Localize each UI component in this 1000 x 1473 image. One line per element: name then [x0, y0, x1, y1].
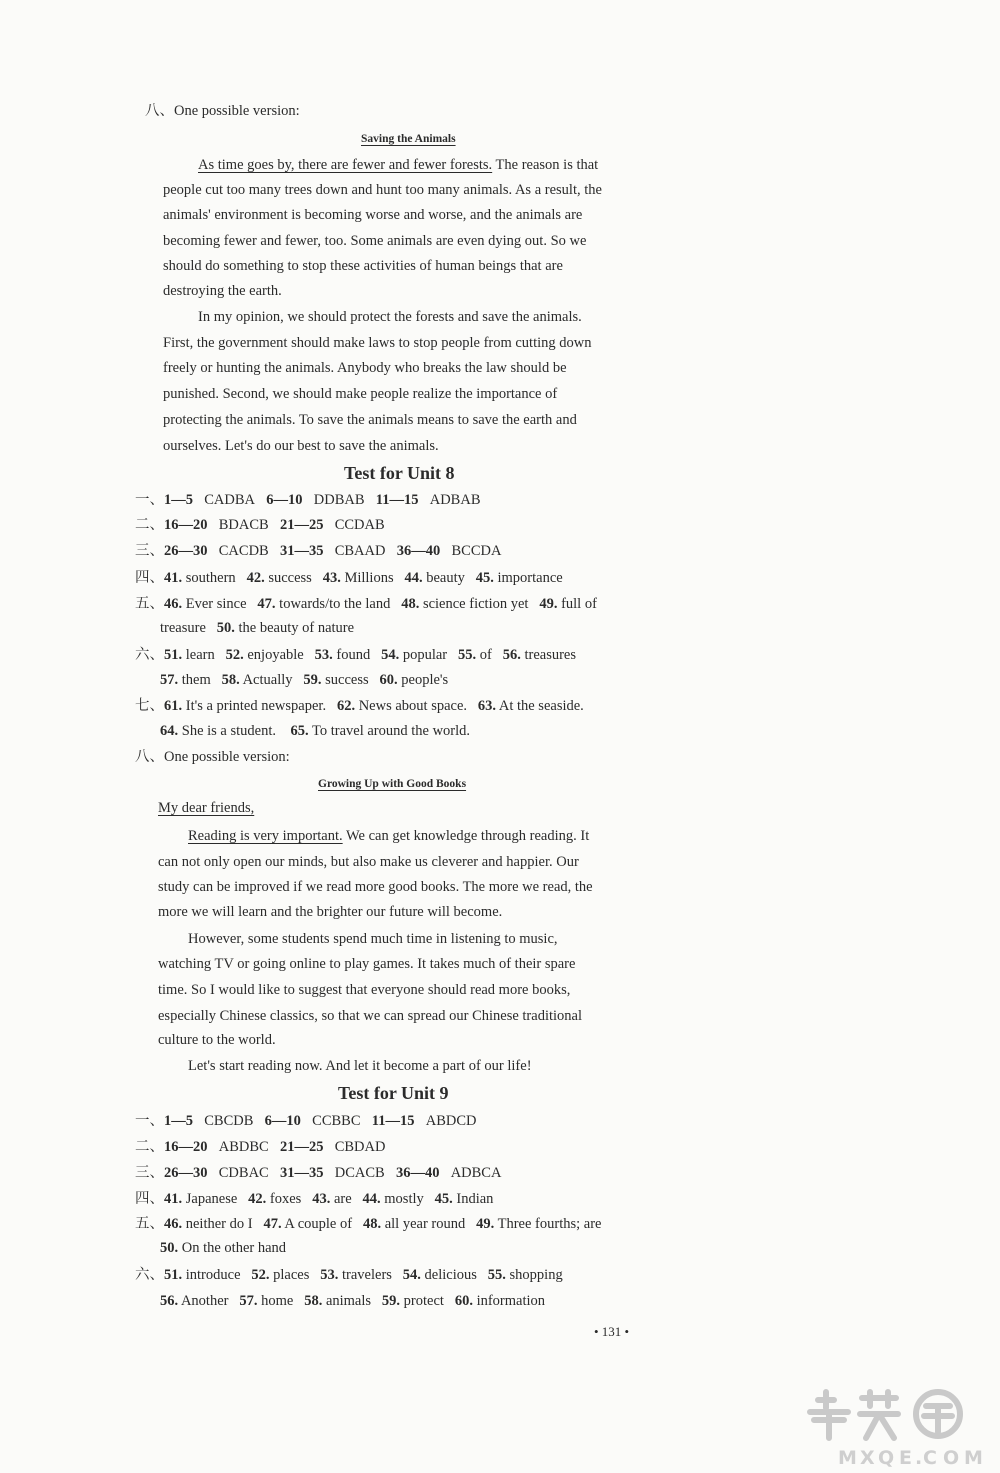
essay-line: punished. Second, we should make people realize the importance of	[163, 386, 558, 402]
answer-row: 四、41. Japanese 42. foxes 43. are 44. mostly 45. Indian	[135, 1191, 494, 1207]
essay-line: can not only open our minds, but also make us cleverer and happier. Our	[158, 854, 579, 870]
svg-text:Q: Q	[878, 1447, 897, 1468]
essay-line: destroying the earth.	[163, 283, 282, 299]
essay-line: more we will learn and the brighter our future will become.	[158, 904, 503, 920]
sentence-rest: The reason is that	[492, 157, 599, 173]
answer-row: 50. On the other hand	[160, 1240, 287, 1256]
essay-title: Growing Up with Good Books	[318, 778, 467, 790]
svg-text:C: C	[923, 1447, 939, 1468]
version-intro: 八、One possible version:	[135, 749, 290, 765]
watermark-logo	[800, 1388, 990, 1468]
svg-text:O: O	[943, 1447, 962, 1468]
essay-line: becoming fewer and fewer, too. Some animals are even dying out. So we	[163, 233, 587, 249]
underlined-sentence: As time goes by, there are fewer and fewer forests.	[198, 157, 493, 173]
essay-line: study can be improved if we read more good books. The more we read, the	[158, 879, 593, 895]
answer-row: treasure 50. the beauty of nature	[160, 620, 355, 636]
essay-line: freely or hunting the animals. Anybody who breaks the law should be	[163, 360, 567, 376]
svg-text:.: .	[915, 1447, 925, 1468]
page-number: • 131 •	[594, 1324, 630, 1339]
answer-row: 三、26—30 CACDB 31—35 CBAAD 36—40 BCCDA	[135, 543, 502, 559]
essay-greeting: My dear friends,	[158, 800, 255, 816]
answer-row: 二、16—20 ABDBC 21—25 CBDAD	[135, 1139, 386, 1155]
essay-line: should do something to stop these activities of human beings that are	[163, 258, 563, 274]
answer-row: 五、46. Ever since 47. towards/to the land 48. science fiction yet 49. full of	[135, 596, 597, 612]
answer-row: 64. She is a student. 65. To travel around the world.	[160, 723, 471, 739]
answer-row: 三、26—30 CDBAC 31—35 DCACB 36—40 ADBCA	[135, 1165, 502, 1181]
answer-row: 六、51. learn 52. enjoyable 53. found 54. popular 55. of 56. treasures	[135, 647, 576, 663]
essay-line: culture to the world.	[158, 1032, 276, 1048]
svg-text:X: X	[860, 1447, 877, 1468]
answer-row: 七、61. It's a printed newspaper. 62. News about space. 63. At the seaside.	[135, 698, 584, 714]
essay-line: especially Chinese classics, so that we can spread our Chinese traditional	[158, 1008, 582, 1024]
essay-title: Saving the Animals	[361, 133, 456, 145]
essay-line: First, the government should make laws to stop people from cutting down	[163, 335, 592, 351]
essay-line: However, some students spend much time in listening to music,	[188, 931, 558, 947]
svg-text:M: M	[964, 1447, 985, 1468]
essay-line: animals' environment is becoming worse and worse, and the animals are	[163, 207, 583, 223]
essay-line: people cut too many trees down and hunt too many animals. As a result, the	[163, 182, 602, 198]
svg-text:E: E	[899, 1447, 914, 1468]
answer-row: 五、46. neither do I 47. A couple of 48. all year round 49. Three fourths; are	[135, 1216, 602, 1232]
essay-line: ourselves. Let's do our best to save the animals.	[163, 438, 439, 454]
sentence-rest: We can get knowledge through reading. It	[342, 828, 590, 844]
answer-row: 一、1—5 CBCDB 6—10 CCBBC 11—15 ABDCD	[135, 1113, 477, 1129]
svg-text:M: M	[838, 1447, 859, 1468]
essay-line: Let's start reading now. And let it become a part of our life!	[188, 1058, 532, 1074]
essay-line: time. So I would like to suggest that everyone should read more books,	[158, 982, 571, 998]
unit8-heading: Test for Unit 8	[344, 463, 455, 483]
answer-row: 57. them 58. Actually 59. success 60. people's	[160, 672, 449, 688]
underlined-sentence: Reading is very important.	[188, 828, 343, 844]
answer-row: 一、1—5 CADBA 6—10 DDBAB 11—15 ADBAB	[135, 492, 481, 508]
version-intro: 八、One possible version:	[145, 103, 300, 119]
answer-row: 六、51. introduce 52. places 53. travelers 54. delicious 55. shopping	[135, 1267, 563, 1283]
watermark-icon	[800, 1388, 990, 1468]
essay-line	[188, 826, 589, 846]
essay-line: watching TV or going online to play games. It takes much of their spare	[158, 956, 576, 972]
essay-line: In my opinion, we should protect the forests and save the animals.	[198, 309, 582, 325]
answer-row: 二、16—20 BDACB 21—25 CCDAB	[135, 517, 385, 533]
answer-row: 56. Another 57. home 58. animals 59. protect 60. information	[160, 1293, 546, 1309]
essay-line	[198, 155, 598, 175]
essay-line: protecting the animals. To save the animals means to save the earth and	[163, 412, 577, 428]
answer-row: 四、41. southern 42. success 43. Millions 44. beauty 45. importance	[135, 570, 563, 586]
unit9-heading: Test for Unit 9	[338, 1083, 449, 1103]
